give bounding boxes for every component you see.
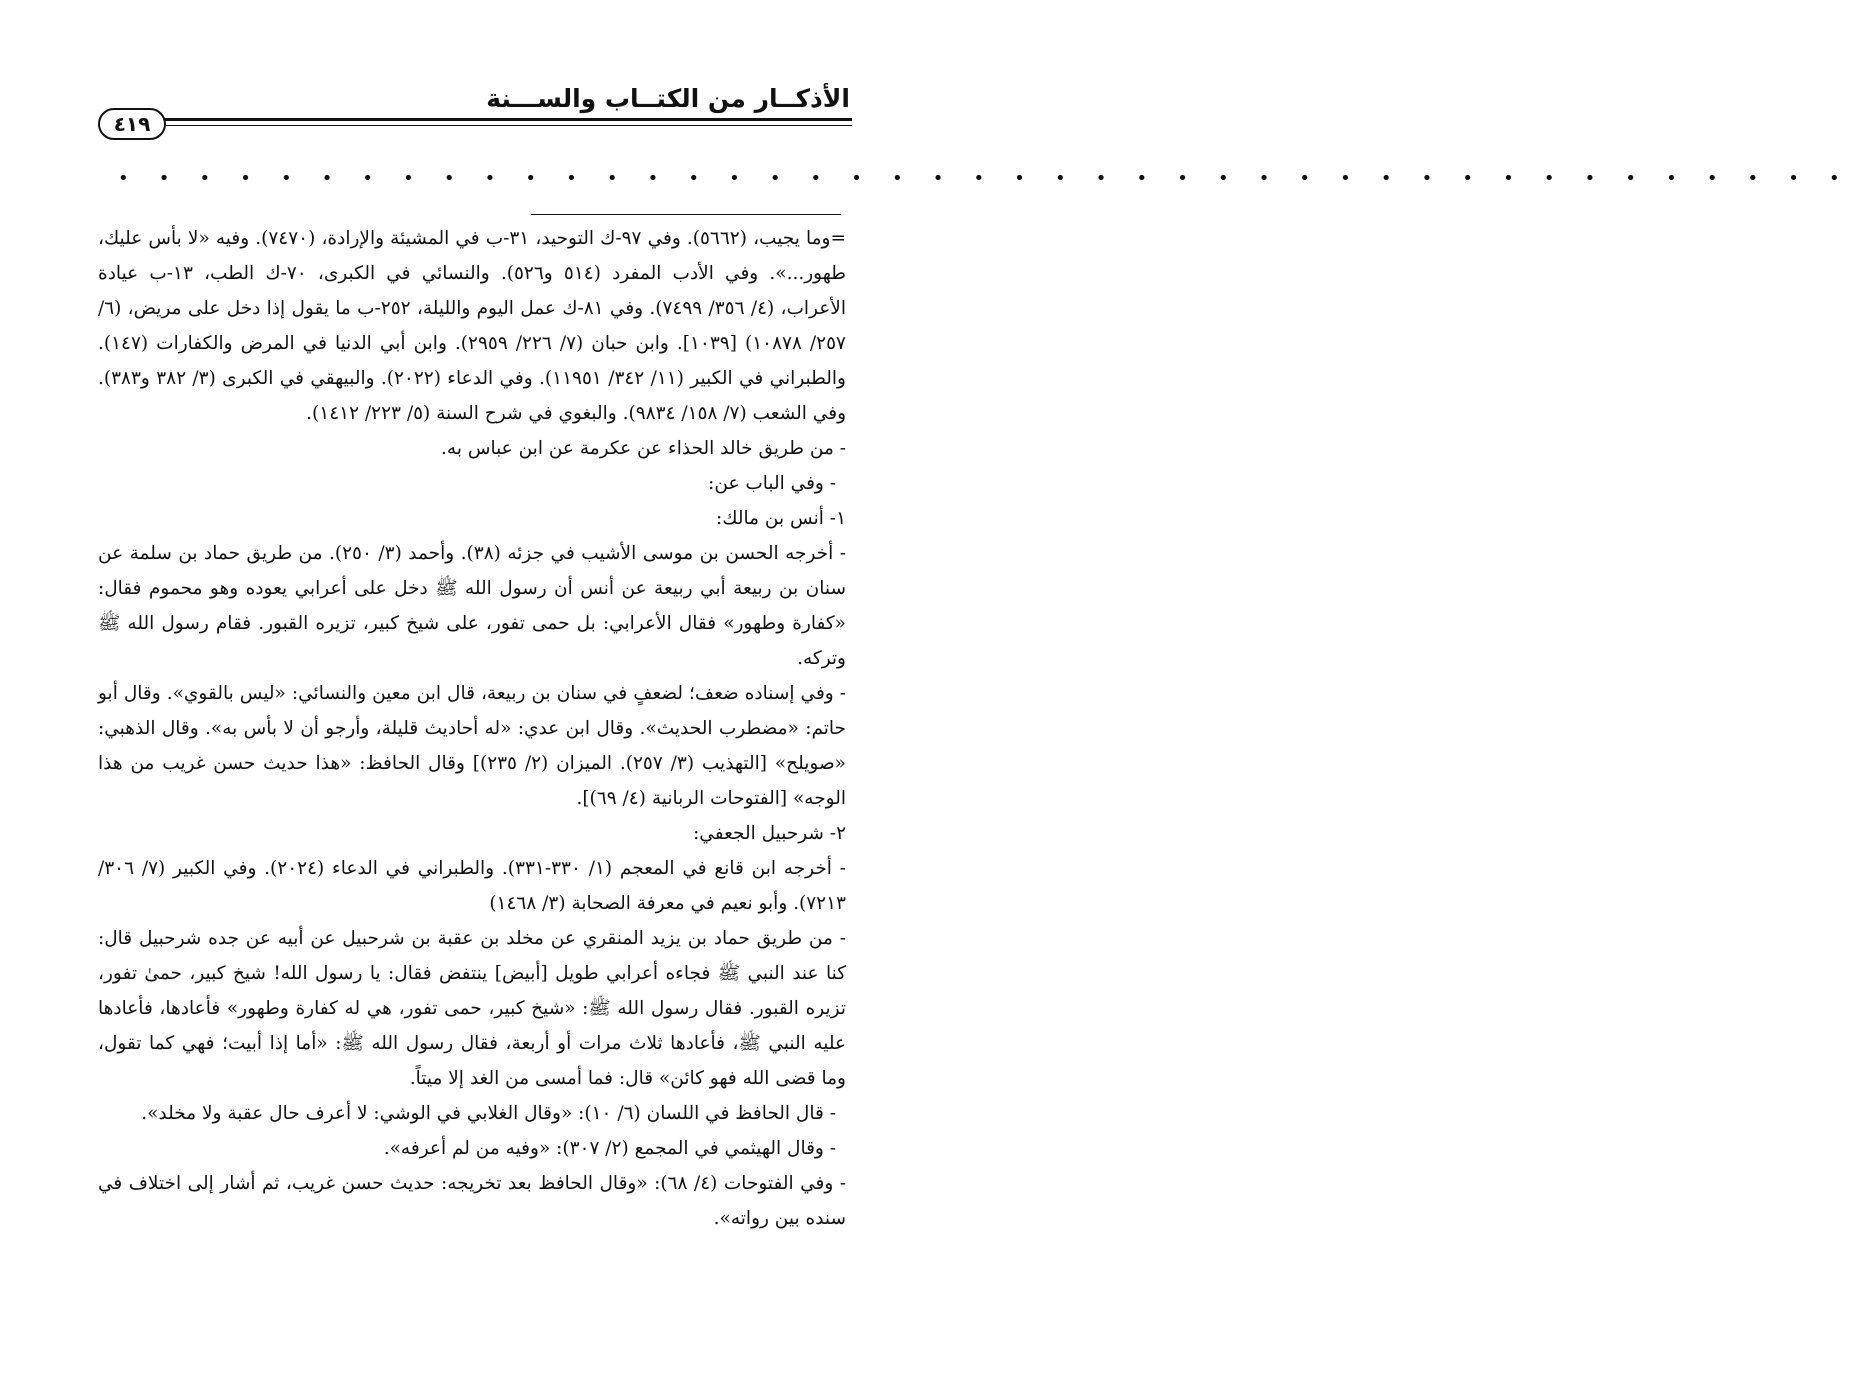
section-heading: ١- أنس بن مالك: — [716, 508, 846, 529]
header-rule-thick — [162, 118, 852, 121]
footnote-line: - من طريق خالد الحذاء عن عكرمة عن ابن عباس به. — [441, 438, 846, 459]
running-title: الأذكــار من الكتــاب والســـنة — [486, 84, 850, 113]
footnote-line: - وقال الهيثمي في المجمع (٢/ ٣٠٧): «وفيه من لم أعرفه». — [383, 1138, 836, 1159]
footnote-line: - وفي الباب عن: — [708, 473, 836, 494]
footnote-line: - قال الحافظ في اللسان (٦/ ١٠): «وقال الغلابي في الوشي: لا أعرف حال عقبة ولا مخلد». — [141, 1103, 836, 1124]
footnote-body — [98, 221, 846, 1236]
page-number: ٤١٩ — [98, 108, 166, 140]
footnote-rule — [531, 214, 841, 215]
section-heading: ٢- شرحبيل الجعفي: — [693, 823, 846, 844]
dotted-separator: • • • • • • • • • • • • • • • • • • • • • • • • • • • • • • • • • • • • • • • • • • • — [118, 168, 1852, 189]
page-header — [92, 80, 852, 140]
header-rule-thin — [162, 125, 852, 126]
footnote-paragraph: - أخرجه الحسن بن موسى الأشيب في جزئه (٣٨). وأحمد (٣/ ٢٥٠). من طريق حماد بن سلمة عن سنان بن ربيعة أبي ربيعة عن أنس أن رسول الله ﷺ دخل على أعرابي يعوده وهو محموم فقال: «كفارة وطهور» فقال الأعرابي: بل حمى تفور، على شيخ كبير، تزيره القبور. فقام رسول الله ﷺ وتركه. — [98, 543, 846, 669]
footnote-continuation: =وما يجيب، (٥٦٦٢). وفي ٩٧-ك التوحيد، ٣١-ب في المشيئة والإرادة، (٧٤٧٠). وفيه «لا بأس عليك، طهور...». وفي الأدب المفرد (٥١٤ و٥٢٦). والنسائي في الكبرى، ٧٠-ك الطب، ١٣-ب عيادة الأعراب، (٤/ ٣٥٦/ ٧٤٩٩). وفي ٨١-ك عمل اليوم والليلة، ٢٥٢-ب ما يقول إذا دخل على مريض، (٦/ ٢٥٧/ ١٠٨٧٨) [١٠٣٩]. وابن حبان (٧/ ٢٢٦/ ٢٩٥٩). وابن أبي الدنيا في المرض والكفارات (١٤٧). والطبراني في الكبير (١١/ ٣٤٢/ ١١٩٥١). وفي الدعاء (٢٠٢٢). والبيهقي في الكبرى (٣/ ٣٨٢ و٣٨٣). وفي الشعب (٧/ ١٥٨/ ٩٨٣٤). والبغوي في شرح السنة (٥/ ٢٢٣/ ١٤١٢). — [98, 228, 846, 424]
footnote-paragraph: - وفي الفتوحات (٤/ ٦٨): «وقال الحافظ بعد تخريجه: حديث حسن غريب، ثم أشار إلى اختلاف في سنده بين رواته». — [98, 1173, 847, 1229]
footnote-paragraph: - وفي إسناده ضعف؛ لضعفٍ في سنان بن ربيعة، قال ابن معين والنسائي: «ليس بالقوي». وقال أبو حاتم: «مضطرب الحديث». وقال ابن عدي: «له أحاديث قليلة، وأرجو أن لا بأس به». وقال الذهبي: «صويلح» [التهذيب (٣/ ٢٥٧). الميزان (٢/ ٢٣٥)] وقال الحافظ: «هذا حديث حسن غريب من هذا الوجه» [الفتوحات الربانية (٤/ ٦٩)]. — [98, 683, 846, 809]
footnote-paragraph: - من طريق حماد بن يزيد المنقري عن مخلد بن عقبة بن شرحبيل عن أبيه عن جده شرحبيل قال: كنا عند النبي ﷺ فجاءه أعرابي طويل [أبيض] ينتفض فقال: يا رسول الله! شيخ كبير، حمىٰ تفور، تزيره القبور. فقال رسول الله ﷺ: «شيخ كبير، حمى تفور، هي له كفارة وطهور» فأعادها، فأعادها عليه النبي ﷺ، فأعادها ثلاث مرات أو أربعة، فقال رسول الله ﷺ: «أما إذا أبيت؛ فهي كما تقول، وما قضى الله فهو كائن» قال: فما أمسى من الغد إلا ميتاً. — [98, 928, 847, 1089]
footnote-paragraph: - أخرجه ابن قانع في المعجم (١/ ٣٣٠-٣٣١). والطبراني في الدعاء (٢٠٢٤). وفي الكبير (٧/ ٣٠٦/ ٧٢١٣). وأبو نعيم في معرفة الصحابة (٣/ ١٤٦٨) — [98, 858, 846, 914]
